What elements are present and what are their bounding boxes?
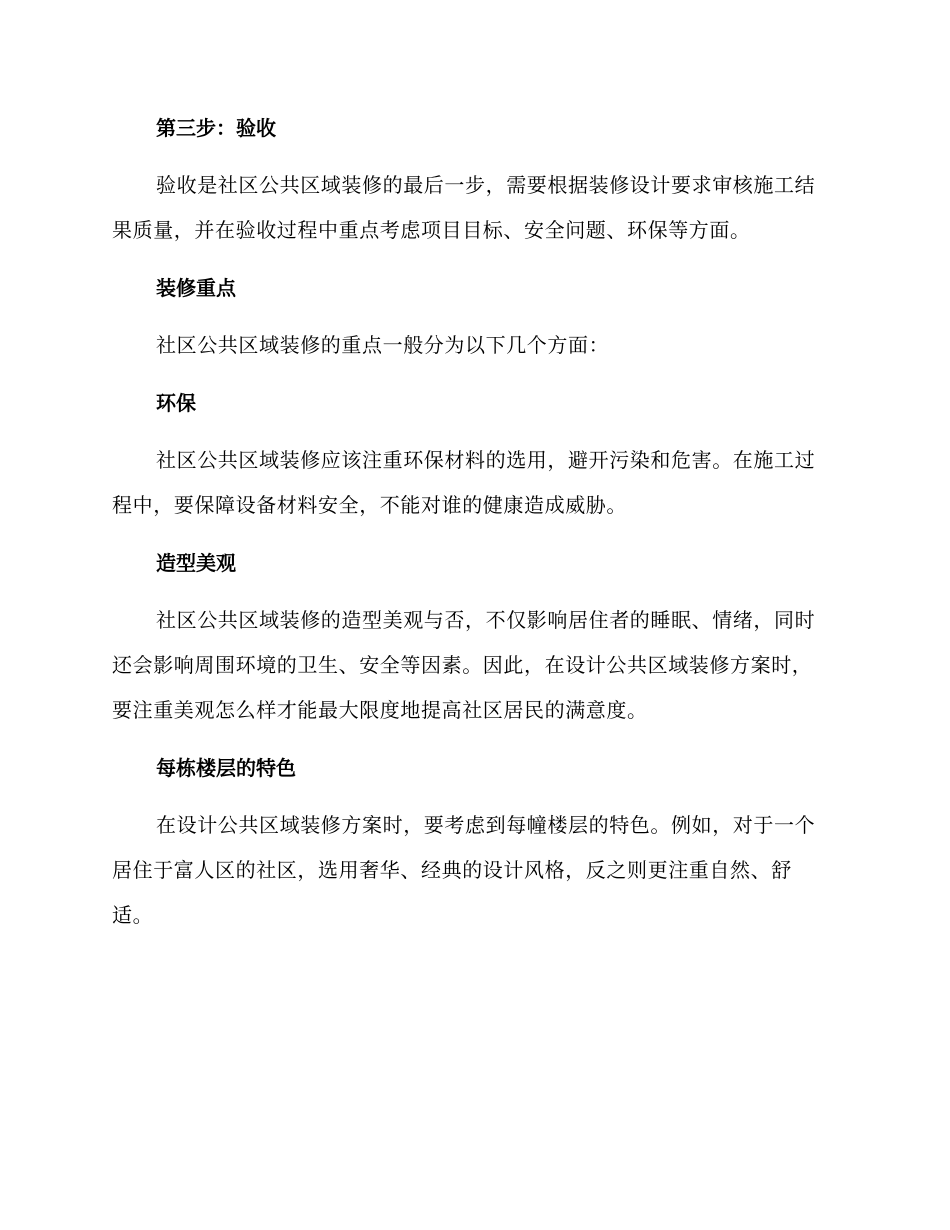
section-building-features xyxy=(112,747,832,938)
section-acceptance xyxy=(112,107,832,253)
section-paragraph: 验收是社区公共区域装修的最后一步，需要根据装修设计要求审核施工结果质量，并在验收过程中重点考虑项目目标、安全问题、环保等方面。 xyxy=(112,173,816,242)
section-heading: 装修重点 xyxy=(156,276,236,300)
section-paragraph: 社区公共区域装修的重点一般分为以下几个方面： xyxy=(156,333,610,357)
section-environmental xyxy=(112,382,832,528)
section-heading: 环保 xyxy=(156,391,196,415)
section-aesthetics xyxy=(112,542,832,733)
section-heading: 第三步：验收 xyxy=(156,116,276,140)
section-heading: 每栋楼层的特色 xyxy=(156,756,296,780)
section-paragraph: 社区公共区域装修的造型美观与否，不仅影响居住者的睡眠、情绪，同时还会影响周围环境的卫生、安全等因素。因此，在设计公共区域装修方案时，要注重美观怎么样才能最大限度地提高社区居民的满意度。 xyxy=(112,608,816,722)
section-paragraph: 在设计公共区域装修方案时，要考虑到每幢楼层的特色。例如，对于一个居住于富人区的社区，选用奢华、经典的设计风格，反之则更注重自然、舒适。 xyxy=(112,813,816,927)
section-renovation-focus xyxy=(112,267,832,368)
document-body xyxy=(112,107,832,952)
section-heading: 造型美观 xyxy=(156,551,236,575)
section-paragraph: 社区公共区域装修应该注重环保材料的选用，避开污染和危害。在施工过程中，要保障设备材料安全，不能对谁的健康造成威胁。 xyxy=(112,448,816,517)
